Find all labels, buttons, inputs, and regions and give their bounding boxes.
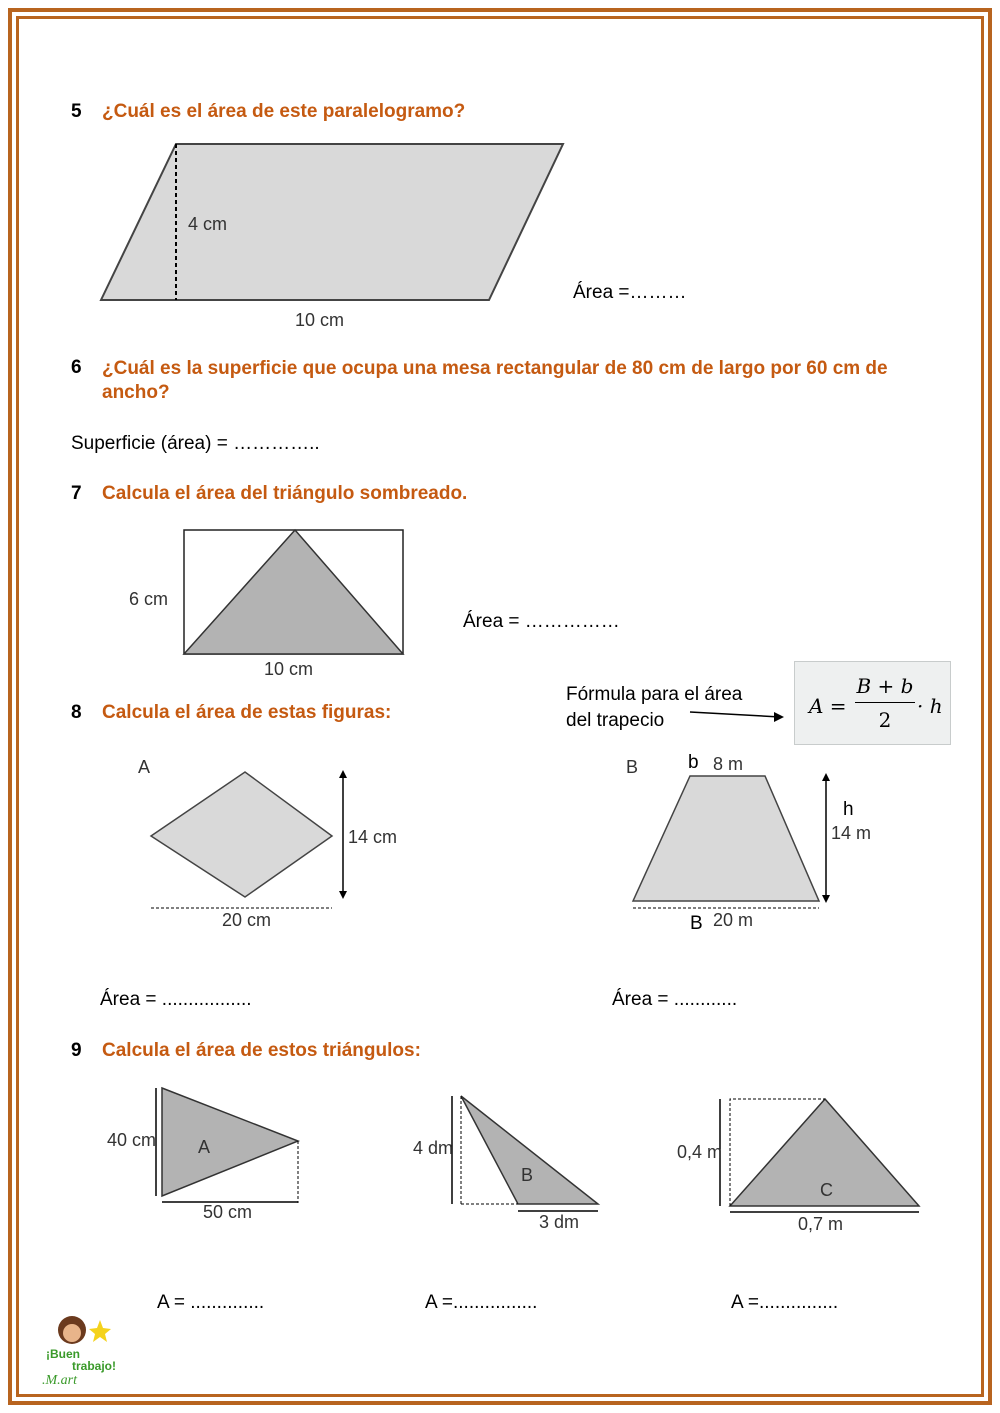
fig-b-name: B <box>626 757 639 777</box>
trapezoid <box>633 776 819 901</box>
q7-text: Calcula el área del triángulo sombreado. <box>102 483 468 504</box>
tri-c-height: 0,4 m <box>677 1142 723 1162</box>
fig-b-B-val: 20 m <box>713 910 754 930</box>
q9-text: Calcula el área de estos triángulos: <box>102 1040 421 1061</box>
q5-answer[interactable]: Área =……… <box>573 282 687 303</box>
fig-b-answer[interactable]: Área = ............ <box>612 989 738 1010</box>
q6-text: ¿Cuál es la superficie que ocupa una mesa rectangular de 80 cm de largo por 60 cm de ancho? <box>102 358 888 403</box>
svg-text:¡Buen: ¡Buen <box>46 1347 80 1361</box>
tri-a-name: A <box>198 1137 211 1157</box>
fig-a-name: A <box>138 757 151 777</box>
tri-a-height: 40 cm <box>107 1130 157 1150</box>
fig-b-h: h <box>843 799 854 820</box>
q5-base-label: 10 cm <box>295 310 345 330</box>
fig-b-b: b <box>688 752 699 773</box>
q8-number: 8 <box>71 702 82 723</box>
rhombus <box>151 772 332 897</box>
tri-c-answer[interactable]: A =............... <box>731 1292 839 1313</box>
tri-a-answer[interactable]: A = .............. <box>157 1292 265 1313</box>
fig-a-d2: 20 cm <box>222 910 272 930</box>
tri-b-answer[interactable]: A =................ <box>425 1292 538 1313</box>
formula-note: Fórmula para el área <box>566 684 743 705</box>
triangle-a <box>162 1088 298 1196</box>
formula-note-2: del trapecio <box>566 710 665 731</box>
q6-number: 6 <box>71 357 82 378</box>
fig-b-b-val: 8 m <box>713 754 744 774</box>
parallelogram <box>101 144 563 300</box>
triangle-b <box>461 1096 598 1204</box>
tri-a-base: 50 cm <box>203 1202 253 1222</box>
q9-number: 9 <box>71 1040 82 1061</box>
q6-answer[interactable]: Superficie (área) = ………….. <box>71 433 320 454</box>
fig-a-d1: 14 cm <box>348 827 398 847</box>
svg-text:trabajo!: trabajo! <box>72 1359 117 1373</box>
tri-b-height: 4 dm <box>413 1138 454 1158</box>
formula-lhs: A = <box>809 694 847 718</box>
q7-height-label: 6 cm <box>129 589 169 609</box>
svg-text:.M.art: .M.art <box>42 1373 77 1388</box>
q7-base-label: 10 cm <box>264 659 314 679</box>
fig-b-B: B <box>690 913 703 934</box>
tri-b-name: B <box>521 1165 534 1185</box>
tri-c-name: C <box>820 1180 833 1200</box>
q5-height-label: 4 cm <box>188 214 228 234</box>
tri-b-base: 3 dm <box>539 1212 580 1232</box>
formula-denominator: 2 <box>878 708 892 732</box>
q7-answer[interactable]: Área = …………… <box>463 611 620 632</box>
tri-c-base: 0,7 m <box>798 1214 844 1234</box>
q5-text: ¿Cuál es el área de este paralelogramo? <box>102 101 466 122</box>
fig-a-answer[interactable]: Área = ................. <box>100 989 252 1010</box>
trapezoid-formula <box>794 661 951 745</box>
logo-image <box>42 1316 116 1388</box>
q5-number: 5 <box>71 101 82 122</box>
formula-numerator: B + b <box>856 674 914 698</box>
q8-text: Calcula el área de estas figuras: <box>102 702 392 723</box>
q7-number: 7 <box>71 483 82 504</box>
fig-b-h-val: 14 m <box>831 823 872 843</box>
formula-rhs: · h <box>917 694 943 718</box>
